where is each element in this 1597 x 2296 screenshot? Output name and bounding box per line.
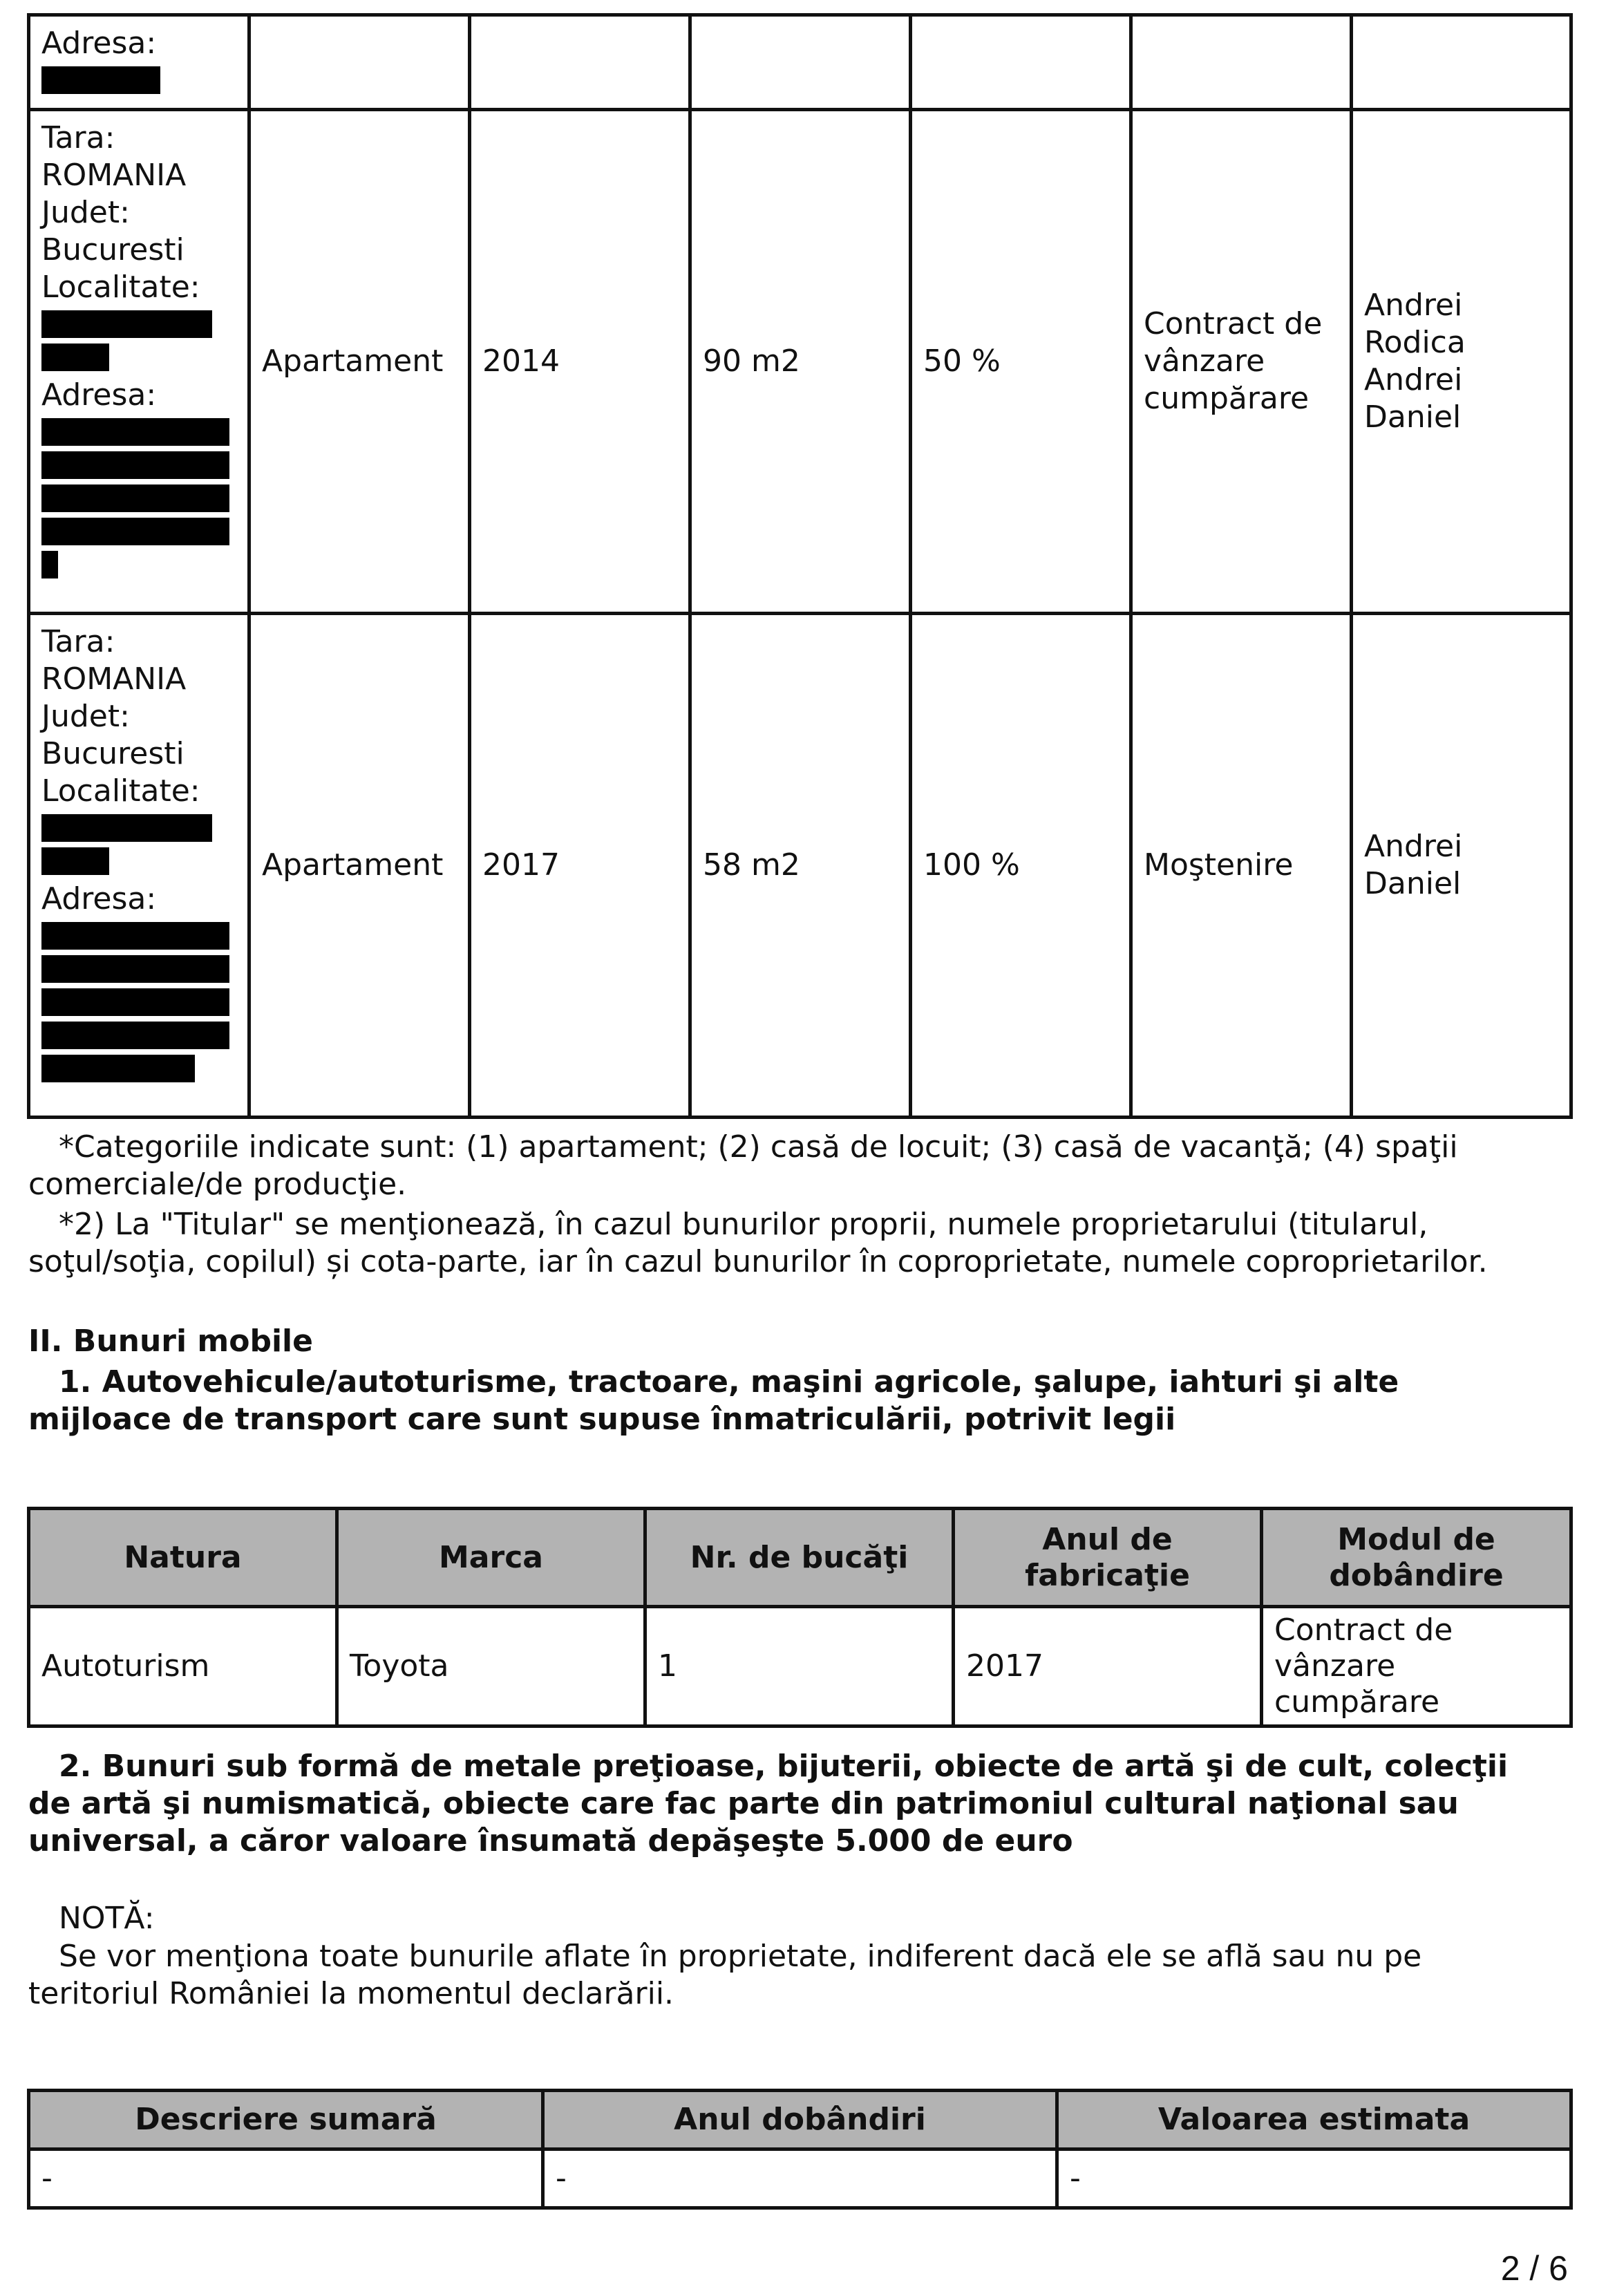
table-row: [29, 614, 1571, 1118]
valuables-table: [27, 2089, 1573, 2210]
table-header-row: [29, 1509, 1571, 1607]
table-cell: [1131, 15, 1352, 110]
category-cell: Apartament: [249, 110, 470, 614]
redaction-bar: [41, 1055, 195, 1082]
table-header-row: [29, 2091, 1571, 2149]
owner-cell: Andrei Daniel: [1352, 614, 1571, 1118]
column-header: Descriere sumară: [29, 2091, 543, 2149]
year-cell: 2014: [470, 110, 690, 614]
redaction-bar: [41, 418, 229, 446]
table-row: [29, 2149, 1571, 2208]
column-header: Natura: [29, 1509, 337, 1607]
note-label: NOTĂ:: [59, 1901, 155, 1936]
column-header: Anul dobândiri: [543, 2091, 1057, 2149]
location-cell: [29, 15, 249, 110]
table-cell: Autoturism: [29, 1607, 337, 1726]
table-cell: -: [543, 2149, 1057, 2208]
country-label: Tara:: [41, 120, 115, 156]
location-cell: [29, 614, 249, 1118]
share-cell: 100 %: [911, 614, 1131, 1118]
note-text: Se vor menţiona toate bunurile aflate în proprietate, indiferent dacă ele se află sau nu pe teritoriul României la momentul declarării.: [28, 1939, 1422, 2011]
redaction-bar: [41, 66, 160, 94]
subsection-title: 1. Autovehicule/autoturisme, tractoare, maşini agricole, şalupe, iahturi şi alte mijloace de transport care sunt supuse înmatriculării, potrivit legii: [28, 1364, 1399, 1437]
redaction-bar: [41, 518, 229, 545]
redaction-bar: [41, 922, 229, 950]
redaction-bar: [41, 551, 58, 578]
year-cell: 2017: [470, 614, 690, 1118]
address-label: Adresa:: [41, 377, 157, 413]
country-value: ROMANIA: [41, 661, 187, 697]
section-title: II. Bunuri mobile: [28, 1324, 313, 1359]
country-label: Tara:: [41, 624, 115, 659]
owner-note: *2) La "Titular" se menţionează, în cazul bunurilor proprii, numele proprietarului (titularul, soţul/soţia, copilul) și cota-parte, iar în cazul bunurilor în coproprietate, numele coproprietarilor.: [28, 1207, 1488, 1279]
categories-note: *Categoriile indicate sunt: (1) apartament; (2) casă de locuit; (3) casă de vacanţă; (4) spaţii comerciale/de producţie.: [28, 1129, 1458, 1202]
column-header: Nr. de bucăţi: [645, 1509, 954, 1607]
subsection-title: 2. Bunuri sub formă de metale preţioase, bijuterii, obiecte de artă şi de cult, colecţii de artă şi numismatică, obiecte care fac parte din patrimoniul cultural naţional sau universal, a căror valoare însumată depăşeşte 5.000 de euro: [28, 1749, 1509, 1859]
redaction-bar: [41, 955, 229, 983]
redaction-bar: [41, 814, 212, 842]
redaction-bar: [41, 1022, 229, 1049]
page-number: 2 / 6: [1500, 2249, 1568, 2288]
table-row: [29, 15, 1571, 110]
table-cell: -: [29, 2149, 543, 2208]
column-header: Valoarea estimata: [1057, 2091, 1571, 2149]
table-cell: Contract de vânzare cumpărare: [1262, 1607, 1571, 1726]
redaction-bar: [41, 988, 229, 1016]
acquisition-mode-cell: Contract de vânzare cumpărare: [1131, 110, 1352, 614]
address-label: Adresa:: [41, 26, 157, 61]
table-cell: [470, 15, 690, 110]
column-header: Marca: [337, 1509, 645, 1607]
area-cell: 58 m2: [690, 614, 911, 1118]
vehicles-table: [27, 1507, 1573, 1728]
acquisition-mode-cell: Moştenire: [1131, 614, 1352, 1118]
table-cell: -: [1057, 2149, 1571, 2208]
share-cell: 50 %: [911, 110, 1131, 614]
category-cell: Apartament: [249, 614, 470, 1118]
table-cell: [1352, 15, 1571, 110]
owner-cell: Andrei Rodica Andrei Daniel: [1352, 110, 1571, 614]
redaction-bar: [41, 310, 212, 338]
county-label: Judet:: [41, 699, 130, 734]
country-value: ROMANIA: [41, 158, 187, 193]
column-header: Modul de dobândire: [1262, 1509, 1571, 1607]
redaction-bar: [41, 344, 109, 371]
table-row: [29, 110, 1571, 614]
county-value: Bucuresti: [41, 736, 185, 771]
table-cell: [690, 15, 911, 110]
locality-label: Localitate:: [41, 773, 200, 809]
location-cell: [29, 110, 249, 614]
table-row: [29, 1607, 1571, 1726]
table-cell: [249, 15, 470, 110]
redaction-bar: [41, 847, 109, 875]
county-label: Judet:: [41, 195, 130, 230]
real-estate-table: [27, 13, 1573, 1119]
table-cell: 1: [645, 1607, 954, 1726]
table-cell: Toyota: [337, 1607, 645, 1726]
redaction-bar: [41, 451, 229, 479]
table-cell: 2017: [954, 1607, 1262, 1726]
address-label: Adresa:: [41, 881, 157, 916]
redaction-bar: [41, 484, 229, 512]
county-value: Bucuresti: [41, 232, 185, 267]
column-header: Anul de fabricaţie: [954, 1509, 1262, 1607]
locality-label: Localitate:: [41, 270, 200, 305]
table-cell: [911, 15, 1131, 110]
area-cell: 90 m2: [690, 110, 911, 614]
